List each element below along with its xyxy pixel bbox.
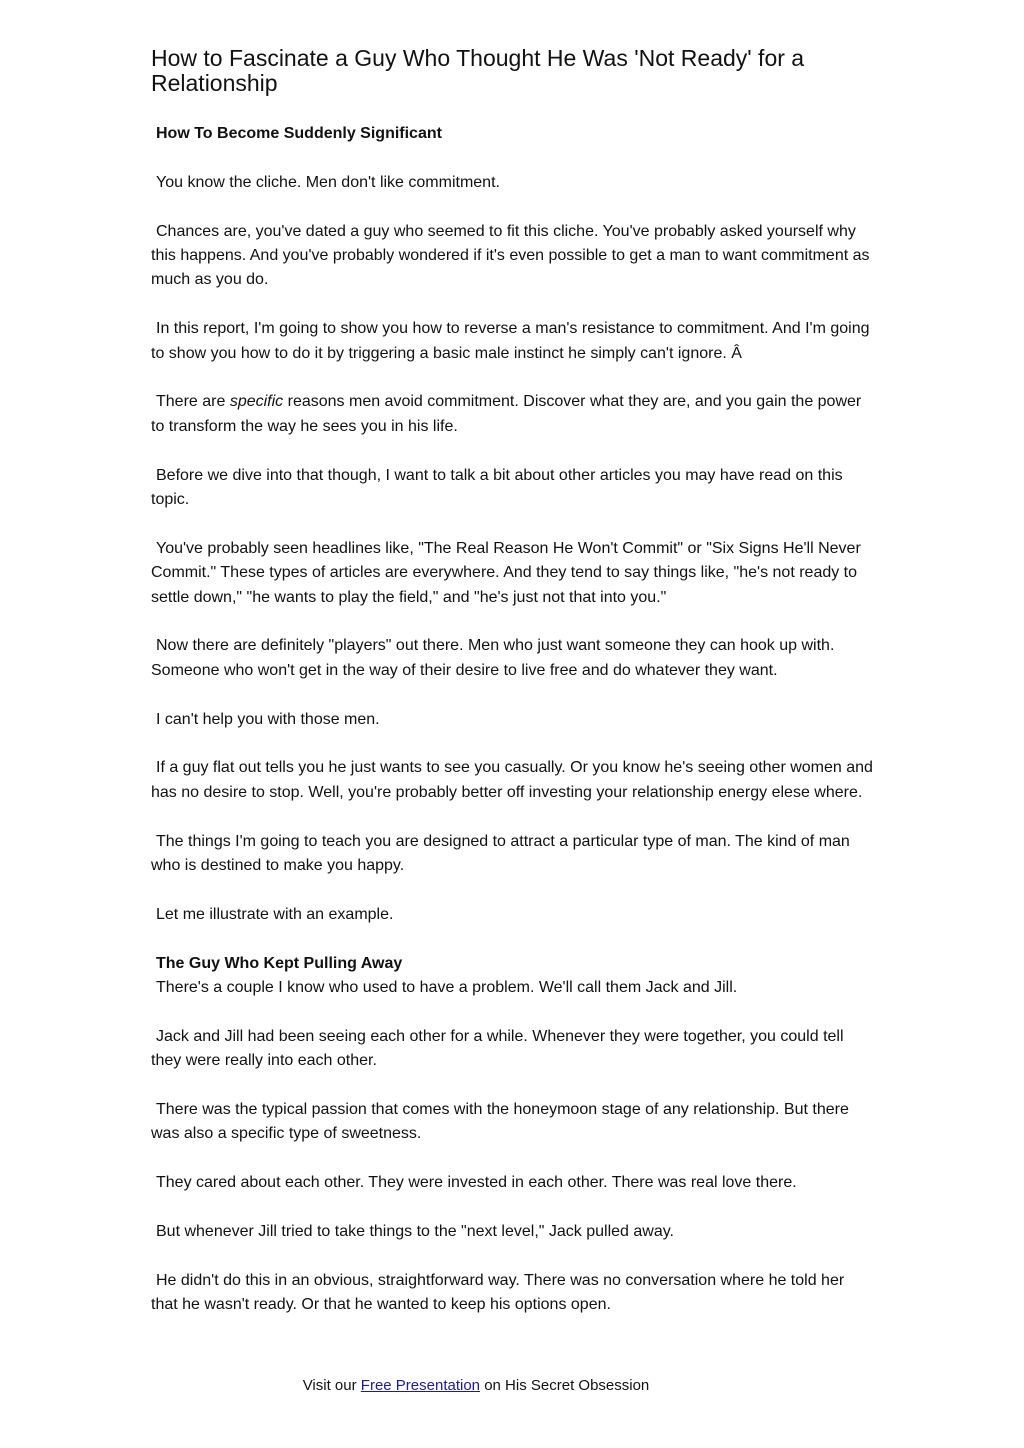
paragraph: Now there are definitely "players" out there. Men who just want someone they can hook up with. Someone who won't get in the way of their desire to live free and do whatever they want. — [151, 637, 835, 679]
footer — [0, 1376, 952, 1396]
paragraph: You know the cliche. Men don't like commitment. — [156, 173, 500, 191]
footer-suffix: on His Secret Obsession — [480, 1377, 650, 1394]
paragraph: I can't help you with those men. — [156, 710, 380, 728]
paragraph: You've probably seen headlines like, "The Real Reason He Won't Commit" or "Six Signs He'll Never Commit." These types of articles are everywhere. And they tend to say things like, "he's not ready to settle down," "he wants to play the field," and "he's just not that into you." — [151, 539, 861, 606]
paragraph: In this report, I'm going to show you how to reverse a man's resistance to commitment. And I'm going to show you how to do it by triggering a basic male instinct he simply can't ignore. Â — [151, 320, 870, 362]
paragraph: But whenever Jill tried to take things to the "next level," Jack pulled away. — [156, 1223, 674, 1241]
free-presentation-link[interactable]: Free Presentation — [360, 1377, 481, 1394]
paragraph-text: There are — [156, 393, 230, 411]
paragraph: If a guy flat out tells you he just wants to see you casually. Or you know he's seeing other women and has no desire to stop. Well, you're probably better off investing your relationship energy elese where. — [151, 759, 873, 801]
section-heading: How To Become Suddenly Significant — [156, 125, 442, 142]
paragraph: Before we dive into that though, I want to talk a bit about other articles you may have read on this topic. — [151, 466, 843, 509]
paragraph: Chances are, you've dated a guy who seemed to fit this cliche. You've probably asked yourself why this happens. And you've probably wondered if it's even possible to get a man to want commitment as much as you do. — [151, 222, 870, 289]
footer-prefix: Visit our — [302, 1377, 361, 1394]
paragraph: There was the typical passion that comes with the honeymoon stage of any relationship. But there was also a specific type of sweetness. — [151, 1101, 849, 1143]
paragraph: There's a couple I know who used to have a problem. We'll call them Jack and Jill. — [156, 979, 738, 997]
paragraph: They cared about each other. They were invested in each other. There was real love there. — [156, 1174, 797, 1192]
section-heading: The Guy Who Kept Pulling Away — [156, 954, 403, 972]
page-title: How to Fascinate a Guy Who Thought He Was 'Not Ready' for a Relationship — [151, 45, 805, 96]
paragraph: Jack and Jill had been seeing each other for a while. Whenever they were together, you could tell they were really into each other. — [151, 1027, 844, 1070]
paragraph: The things I'm going to teach you are designed to attract a particular type of man. The kind of man who is destined to make you happy. — [151, 832, 850, 875]
document-page — [151, 46, 873, 1318]
paragraph: He didn't do this in an obvious, straightforward way. There was no conversation where he told her that he wasn't ready. Or that he wanted to keep his options open. — [151, 1271, 845, 1314]
paragraph-specific-reasons — [151, 390, 873, 439]
paragraph-text: reasons men avoid commitment. Discover what they are, and you gain the power to transform the way he sees you in his life. — [151, 393, 862, 435]
paragraph: Let me illustrate with an example. — [156, 905, 394, 923]
emphasis-text: specific — [229, 393, 284, 411]
